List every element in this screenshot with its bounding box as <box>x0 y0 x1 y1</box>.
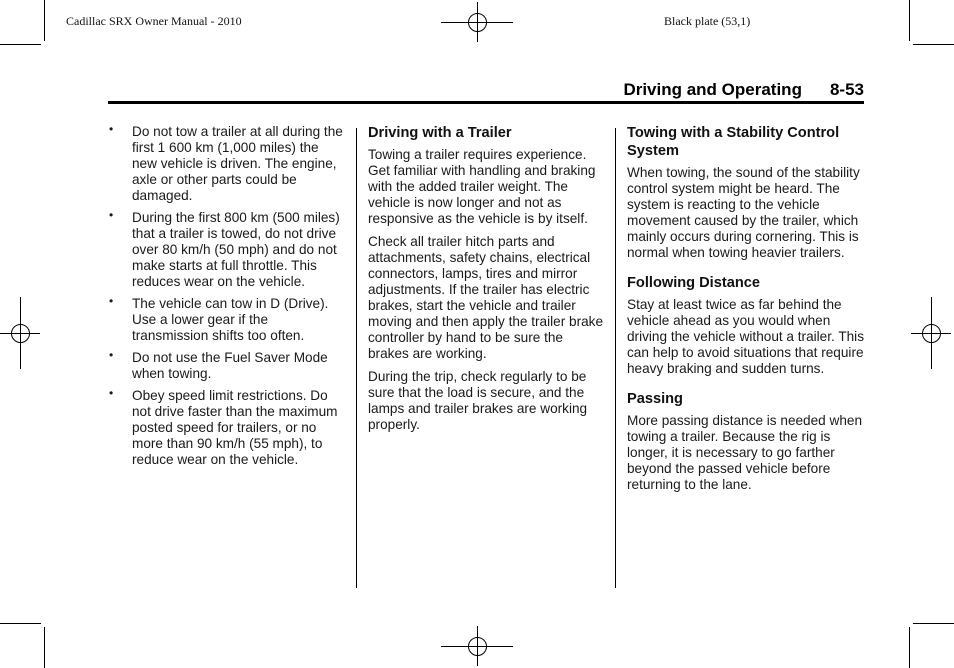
list-item: • Do not tow a trailer at all during the first 1 600 km (1,000 miles) the new vehicle is driven. The engine, axle or other parts could be damaged. <box>109 122 343 203</box>
list-item: • Obey speed limit restrictions. Do not drive faster than the maximum posted speed for trailers, or no more than 90 km/h (55 mph), to reduce wear on the vehicle. <box>109 386 338 467</box>
bullet-icon: • <box>109 208 114 222</box>
list-item: • During the first 800 km (500 miles) that a trailer is towed, do not drive over 80 km/h (50 mph) and do not make starts at full throttle. This reduces wear on the vehicle. <box>109 208 340 289</box>
crop-mark <box>0 623 41 624</box>
bullet-icon: • <box>109 294 114 308</box>
heading-passing: Passing <box>627 391 683 407</box>
crop-mark <box>909 0 910 41</box>
section-passing <box>627 390 865 493</box>
crop-mark <box>44 627 45 668</box>
crop-mark <box>44 0 45 41</box>
paragraph: Towing a trailer requires experience. Get familiar with handling and braking with the added trailer weight. The vehicle is now longer and not as responsive as the vehicle is by itself. <box>368 147 596 226</box>
column-divider <box>356 128 357 588</box>
paragraph: More passing distance is needed when towing a trailer. Because the rig is longer, it is necessary to go farther beyond the passed vehicle before returning to the lane. <box>627 413 863 492</box>
crop-mark <box>913 623 954 624</box>
list-item: • Do not use the Fuel Saver Mode when towing. <box>109 348 328 381</box>
header-rule <box>108 101 864 104</box>
heading-driving-with-trailer: Driving with a Trailer <box>368 125 512 141</box>
registration-mark-top <box>441 2 513 42</box>
page-number: 8-53 <box>829 80 864 99</box>
crop-mark <box>909 627 910 668</box>
column-2 <box>368 124 606 440</box>
towing-tips-list <box>108 124 346 468</box>
heading-following-distance: Following Distance <box>627 275 760 291</box>
running-header <box>108 80 864 100</box>
bullet-icon: • <box>109 386 114 400</box>
paragraph: When towing, the sound of the stability control system might be heard. The system is reacting to the vehicle movement caused by the trailer, which mainly occurs during cornering. This is normal when towing heavier trailers. <box>627 165 860 260</box>
crop-mark <box>913 44 954 45</box>
bullet-icon: • <box>109 348 114 362</box>
registration-mark-right <box>911 297 951 369</box>
section-following-distance <box>627 274 865 377</box>
registration-mark-left <box>0 297 40 369</box>
section-title: Driving and Operating <box>623 80 802 99</box>
paragraph: Check all trailer hitch parts and attachments, safety chains, electrical connectors, lamps, tires and mirror adjustments. If the trailer has electric brakes, start the vehicle and trailer moving and then apply the trailer brake controller by hand to be sure the brakes are working. <box>368 234 604 361</box>
section-stability-control <box>627 124 865 261</box>
heading-stability-control: Towing with a Stability Control System <box>627 125 840 159</box>
crop-mark <box>0 44 41 45</box>
bullet-icon: • <box>109 122 114 136</box>
paragraph: During the trip, check regularly to be sure that the load is secure, and the lamps and trailer brakes are working properly. <box>368 369 588 432</box>
slug-plate-info: Black plate (53,1) <box>664 14 751 28</box>
registration-mark-bottom <box>441 626 513 666</box>
list-item: • The vehicle can tow in D (Drive). Use a lower gear if the transmission shifts too often. <box>109 294 329 343</box>
column-3 <box>627 124 865 500</box>
paragraph: Stay at least twice as far behind the vehicle ahead as you would when driving the vehicle without a trailer. This can help to avoid situations that require heavy braking and sudden turns. <box>627 297 865 376</box>
column-1 <box>108 124 346 474</box>
column-divider <box>615 128 616 588</box>
slug-manual-title: Cadillac SRX Owner Manual - 2010 <box>66 14 242 28</box>
